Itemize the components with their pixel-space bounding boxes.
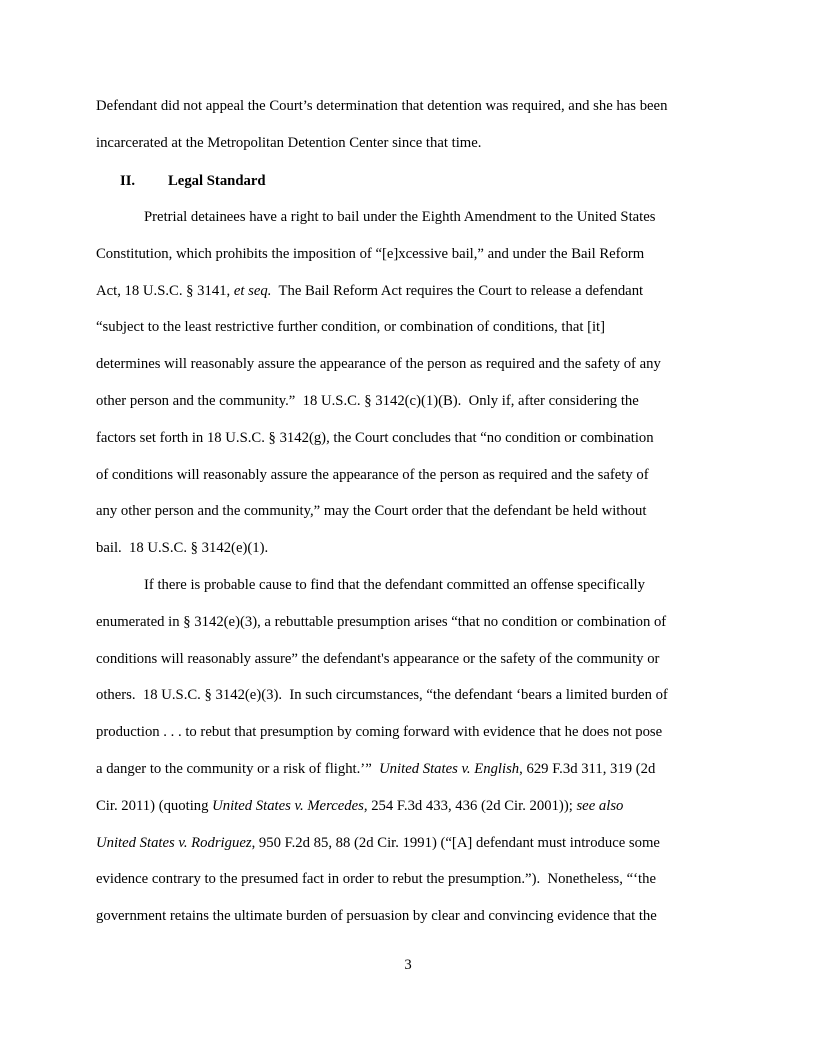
text-segment: enumerated in § 3142(e)(3), a rebuttable presumption arises “that no condition or combination of xyxy=(96,613,667,630)
text-line xyxy=(96,466,649,484)
text-line xyxy=(96,797,623,815)
section-number: II. xyxy=(120,173,136,189)
text-segment: , 950 F.2d 85, 88 (2d Cir. 1991) (“[A] defendant must introduce some xyxy=(251,834,660,851)
text-segment: , 254 F.3d 433, 436 (2d Cir. 2001)); xyxy=(363,797,577,814)
citation-italic: see also xyxy=(576,797,624,814)
text-segment: Cir. 2011) (quoting xyxy=(96,797,213,814)
text-segment: of conditions will reasonably assure the appearance of the person as required and the safety of xyxy=(96,466,649,483)
text-segment: evidence contrary to the presumed fact in order to rebut the presumption.”). Nonetheless, “‘the xyxy=(96,871,656,888)
text-segment: factors set forth in 18 U.S.C. § 3142(g), the Court concludes that “no condition or combination xyxy=(96,429,654,446)
text-line xyxy=(96,429,654,447)
text-line xyxy=(96,355,661,373)
text-segment: conditions will reasonably assure” the defendant's appearance or the safety of the community or xyxy=(96,650,660,667)
text-line xyxy=(96,502,647,520)
text-line xyxy=(96,760,655,778)
text-line xyxy=(96,870,656,888)
text-segment: a danger to the community or a risk of flight.’” xyxy=(96,761,380,777)
citation-italic: United States v. Rodriguez xyxy=(96,834,252,851)
text-line xyxy=(96,650,659,668)
text-segment: others. 18 U.S.C. § 3142(e)(3). In such circumstances, “the defendant ‘bears a limited burden of xyxy=(96,687,668,704)
text-line xyxy=(96,392,639,410)
text-segment: The Bail Reform Act requires the Court to release a defendant xyxy=(271,282,644,299)
citation-italic: United States v. Mercedes xyxy=(212,797,364,814)
page-number: 3 xyxy=(404,957,412,973)
text-line xyxy=(96,134,481,152)
text-line xyxy=(96,245,644,263)
text-segment: production . . . to rebut that presumption by coming forward with evidence that he does not pose xyxy=(96,724,663,741)
text-segment: other person and the community.” 18 U.S.C. § 3142(c)(1)(B). Only if, after considering the xyxy=(96,393,639,409)
text-segment: determines will reasonably assure the appearance of the person as required and the safety of any xyxy=(96,356,661,373)
section-heading: Legal Standard xyxy=(168,173,266,189)
text-line xyxy=(144,576,645,594)
text-line xyxy=(96,834,660,852)
text-segment: , 629 F.3d 311, 319 (2d xyxy=(519,761,656,777)
text-line xyxy=(96,318,605,336)
text-segment: “subject to the least restrictive further condition, or combination of conditions, that [it] xyxy=(96,319,606,336)
citation-italic: et seq. xyxy=(233,282,272,299)
text-line xyxy=(96,686,668,704)
text-line xyxy=(96,613,666,631)
text-segment: Act, 18 U.S.C. § 3141, xyxy=(96,282,234,299)
text-line xyxy=(96,282,643,300)
citation-italic: United States v. English xyxy=(379,761,520,777)
text-segment: Pretrial detainees have a right to bail under the Eighth Amendment to the United States xyxy=(144,209,656,225)
text-line xyxy=(96,97,667,115)
text-line xyxy=(144,208,655,226)
text-segment: bail. 18 U.S.C. § 3142(e)(1). xyxy=(96,540,269,557)
text-segment: government retains the ultimate burden of persuasion by clear and convincing evidence that the xyxy=(96,908,657,925)
text-line xyxy=(96,539,268,557)
text-line xyxy=(96,723,662,741)
text-segment: Defendant did not appeal the Court’s determination that detention was required, and she has been xyxy=(96,98,668,114)
text-line xyxy=(96,907,657,925)
text-segment: incarcerated at the Metropolitan Detention Center since that time. xyxy=(96,134,482,151)
text-segment: If there is probable cause to find that the defendant committed an offense specifically xyxy=(144,577,645,593)
text-segment: any other person and the community,” may the Court order that the defendant be held without xyxy=(96,503,647,520)
text-segment: Constitution, which prohibits the imposition of “[e]xcessive bail,” and under the Bail Reform xyxy=(96,245,645,262)
